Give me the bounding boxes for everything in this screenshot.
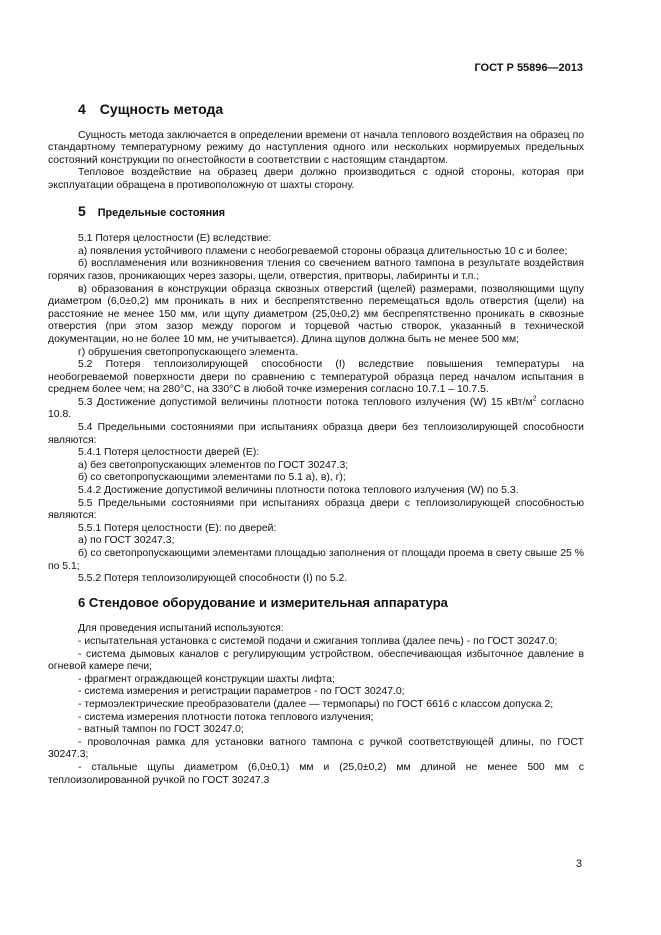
superscript: 2 (532, 395, 537, 403)
section-6-list-item: - система измерения и регистрации параметров - по ГОСТ 30247.0; (78, 686, 405, 698)
section-6-paragraph: Для проведения испытаний используются: (78, 623, 284, 635)
section-5-paragraph: 5.2 Потеря теплоизолирующей способности (I) вследствие повышения температуры на необогреваемой поверхности двери по сравнению с температурой образца перед началом испытания в среднем более чем; на 280°С, на 330°С в любой точке измерения согласно 10.7.1 – 10.7.5. (48, 359, 584, 396)
section-5-paragraph: а) по ГОСТ 30247.3; (78, 535, 175, 547)
section-5-paragraph (48, 397, 584, 422)
section-5-heading (48, 202, 584, 220)
document-body (48, 96, 584, 787)
section-6-list-item: - ватный тампон по ГОСТ 30247.0; (78, 724, 244, 736)
section-4-title: Сущность метода (99, 101, 224, 117)
section-5-paragraph: 5.5.2 Потеря теплоизолирующей способности (I) по 5.2. (78, 573, 348, 585)
section-6-heading: 6 Стендовое оборудование и измерительная аппаратура (78, 594, 448, 610)
page-number: 3 (575, 858, 582, 870)
section-5-paragraph: 5.4 Предельными состояниями при испытаниях образца двери без теплоизолирующей способности являются: (48, 422, 584, 446)
section-4-paragraph: Тепловое воздействие на образец двери должно производиться с одной стороны, которая при эксплуатации обращена в противоположную от шахты сторону. (48, 167, 584, 191)
section-5-paragraph: 5.5.1 Потеря целостности (E): по дверей: (78, 522, 277, 534)
document-header-id: ГОСТ Р 55896—2013 (474, 62, 583, 74)
section-5-paragraph: б) со светопропускающими элементами по 5.1 а), в), г); (78, 472, 346, 484)
section-5-paragraph: а) появления устойчивого пламени с необогреваемой стороны образца длительностью 10 с и более; (78, 245, 568, 257)
section-6-list-item: - стальные щупы диаметром (6,0±0,1) мм и (25,0±0,2) мм длиной не менее 500 мм с теплоизолированной ручкой по ГОСТ 30247.3 (48, 761, 584, 786)
section-6-list-item: - система дымовых каналов с регулирующим устройством, обеспечивающая избыточное давление в огневой камере печи; (48, 648, 584, 673)
section-6-list-item: - термоэлектрические преобразователи (далее — термопары) по ГОСТ 6616 с классом допуска 2; (78, 698, 554, 710)
section-5-paragraph: 5.4.2 Достижение допустимой величины плотности потока теплового излучения (W) по 5.3. (78, 485, 519, 497)
text-run: согласно 10.8. (48, 396, 585, 421)
section-5-paragraph: б) воспламенения или возникновения тления со свечением ватного тампона в результате воздействия горячих газов, проникающих через зазоры, щели, отверстия, притворы, лабиринты и т.п.; (48, 258, 584, 282)
section-5-paragraph: 5.5 Предельными состояниями при испытаниях образца двери с теплоизолирующей способностью являются: (48, 497, 584, 522)
section-4-heading (48, 103, 584, 116)
section-6-list-item: - проволочная рамка для установки ватного тампона с ручкой соответствующей длины, по ГОСТ 30247.3; (48, 736, 584, 761)
section-4-paragraph: Сущность метода заключается в определении времени от начала теплового воздействия на образец по стандартному температурному режиму до наступления одного или нескольких нормируемых предельных состояний конструкции по огнестойкости в соответствии с настоящим стандартом. (48, 129, 584, 166)
section-5-paragraph: в) образования в конструкции образца сквозных отверстий (щелей) размерами, позволяющими щупу диаметром (6,0±0,2) мм проникать в них и беспрепятственно перемещаться вдоль отверстия (щели) на расстояние не менее 150 мм, или щупу диаметром (25,0±0,2) мм беспрепятственно проникать в сквозные отверстия (при этом зазор между порогом и торцевой частью створок, указанный в технической документации, но не более 10 мм, не учитывается). Длина щупов должна быть не менее 500 мм; (48, 283, 584, 345)
section-6-list-item: - система измерения плотности потока теплового излучения; (78, 711, 374, 723)
section-4-number: 4 (78, 101, 86, 117)
section-5-paragraph: 5.4.1 Потеря целостности дверей (E): (78, 447, 260, 459)
section-5-title: Предельные состояния (97, 206, 226, 219)
section-5-paragraph: а) без светопропускающих элементов по ГОСТ 30247.3; (78, 459, 349, 471)
section-5-paragraph: б) со светопропускающими элементами площадью заполнения от площади проема в свету свыше 25 % по 5.1; (48, 548, 584, 572)
section-5-paragraph: 5.1 Потеря целостности (E) вследствие: (78, 233, 272, 245)
section-6-list-item: - фрагмент ограждающей конструкции шахты лифта; (78, 673, 335, 685)
section-5-number: 5 (78, 202, 86, 219)
text-run: 5.3 Достижение допустимой величины плотности потока теплового излучения (W) 15 кВт/м (78, 396, 533, 408)
section-6-list-item: - испытательная установка с системой подачи и сжигания топлива (далее печь) - по ГОСТ 30247.0; (78, 635, 558, 647)
section-5-paragraph: г) обрушения светопропускающего элемента. (78, 346, 299, 358)
